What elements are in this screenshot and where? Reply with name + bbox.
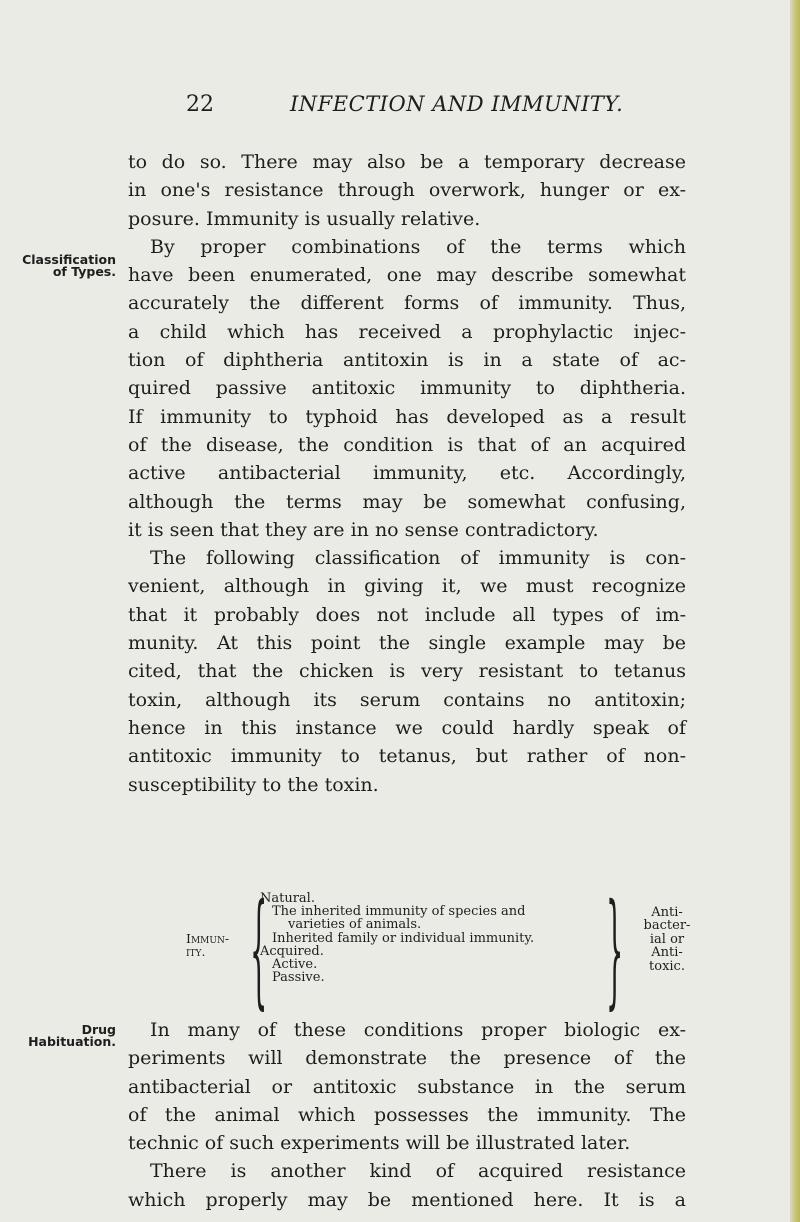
paragraph-4 [128, 1016, 686, 1157]
text-line: hence in this instance we could hardly speak of [128, 716, 686, 739]
right-label-line: ial or [649, 931, 685, 947]
paragraph-3 [128, 544, 686, 799]
margin-note-line: Drug [81, 1022, 116, 1037]
text-line: By proper combinations of the terms which [150, 235, 686, 258]
paragraph-1 [128, 148, 686, 233]
immunity-classification-table [186, 878, 696, 1022]
text-block-upper [128, 148, 686, 799]
text-line: although the terms may be somewhat confusing, [128, 490, 686, 513]
classification-row: Passive. [272, 970, 325, 986]
margin-note-line: of Types. [52, 264, 116, 279]
text-line: of the animal which possesses the immunity. The [128, 1103, 686, 1126]
text-line: susceptibility to the toxin. [128, 773, 379, 796]
text-line: antibacterial or antitoxic substance in the serum [128, 1075, 686, 1098]
text-line: If immunity to typhoid has developed as a result [128, 405, 686, 428]
margin-note-drug-habituation [12, 1024, 116, 1048]
text-line: that it probably does not include all types of im- [128, 603, 686, 626]
paragraph-2 [128, 233, 686, 544]
text-line: which properly may be mentioned here. It is a [128, 1188, 686, 1211]
right-label-line: Anti- [651, 905, 683, 920]
right-label-line: toxic. [649, 958, 685, 974]
text-line: to do so. There may also be a temporary decrease [128, 151, 686, 173]
text-line: active antibacterial immunity, etc. Accordingly, [128, 462, 686, 485]
text-line: a child which has received a prophylactic injec- [128, 320, 686, 343]
text-line: In many of these conditions proper biologic ex- [150, 1019, 686, 1041]
right-label-line: bacter- [643, 918, 691, 934]
text-line: of the disease, the condition is that of an acquired [128, 433, 686, 456]
text-line: toxin, although its serum contains no antitoxin; [128, 688, 686, 711]
classification-row: Acquired. [260, 943, 324, 959]
paragraph-5 [128, 1157, 686, 1214]
text-line: venient, although in giving it, we must recognize [128, 575, 686, 598]
left-brace: { [250, 878, 268, 1022]
antibacterial-antitoxic-label [636, 906, 698, 973]
running-title: INFECTION AND IMMUNITY. [290, 92, 624, 116]
text-line: in one's resistance through overwork, hunger or ex- [128, 179, 686, 202]
text-line: quired passive antitoxic immunity to diphtheria. [128, 377, 686, 400]
page-number: 22 [186, 92, 214, 117]
immunity-label-line: Immun- [186, 931, 230, 946]
immunity-label-line: ity. [186, 944, 206, 959]
right-brace: } [606, 878, 624, 1022]
page-header [0, 92, 800, 132]
text-line: munity. At this point the single example may be [128, 632, 686, 655]
text-line: posure. Immunity is usually relative. [128, 207, 481, 230]
text-line: tion of diphtheria antitoxin is in a state of ac- [128, 349, 686, 372]
classification-row: The inherited immunity of species and [272, 904, 526, 920]
text-line: cited, that the chicken is very resistant to tetanus [128, 660, 686, 683]
text-line: have been enumerated, one may describe somewhat [128, 264, 686, 287]
text-line: There is another kind of acquired resistance [150, 1160, 686, 1183]
text-line: The following classification of immunity is con- [150, 547, 686, 570]
classification-row: Active. [272, 957, 318, 973]
classification-rows [260, 892, 612, 984]
text-line: accurately the different forms of immunity. Thus, [128, 292, 686, 315]
page-edge [790, 0, 800, 1222]
margin-note-line: Habituation. [28, 1034, 116, 1049]
classification-row: varieties of animals. [288, 917, 422, 933]
text-block-lower [128, 1016, 686, 1214]
margin-note-classification [12, 254, 116, 278]
classification-row: Inherited family or individual immunity. [272, 930, 535, 946]
text-line: technic of such experiments will be illustrated later. [128, 1132, 631, 1155]
text-line: antitoxic immunity to tetanus, but rather of non- [128, 745, 686, 768]
classification-row: Natural. [260, 891, 315, 906]
text-line: it is seen that they are in no sense contradictory. [128, 518, 599, 541]
right-label-line: Anti- [651, 945, 683, 961]
text-line: periments will demonstrate the presence of the [128, 1047, 686, 1070]
margin-note-line: Classification [22, 252, 116, 267]
immunity-label [186, 932, 229, 958]
